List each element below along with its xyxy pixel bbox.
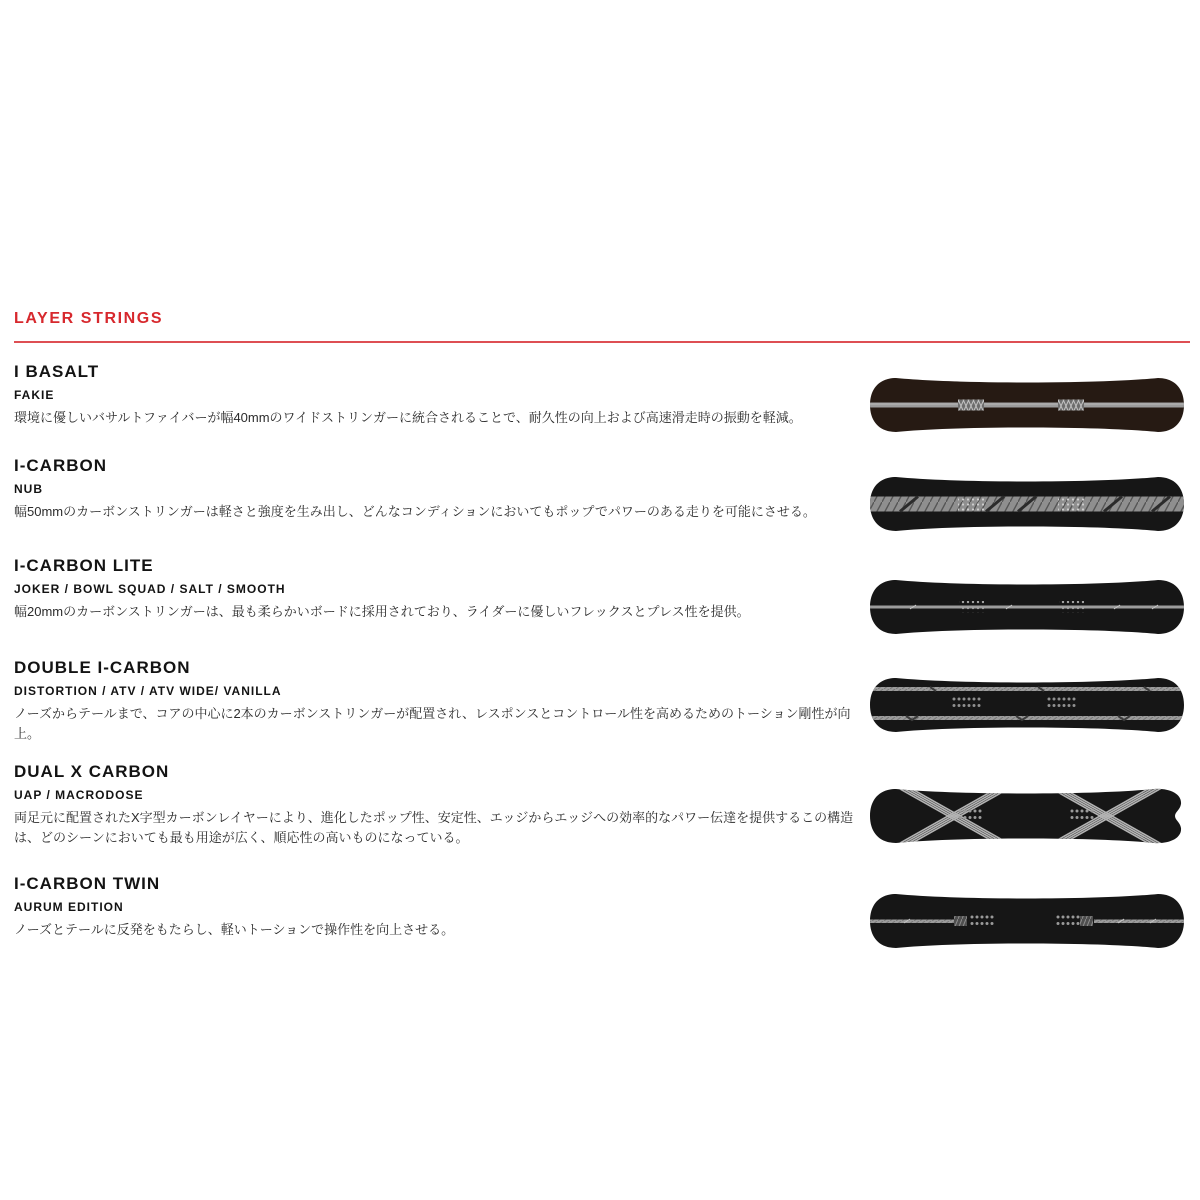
section-model-list: NUB bbox=[14, 482, 43, 496]
section-model-list: JOKER / BOWL SQUAD / SALT / SMOOTH bbox=[14, 582, 286, 596]
section-title: I BASALT bbox=[14, 362, 100, 381]
section-description: 環境に優しいバサルトファイバーが幅40mmのワイドストリンガーに統合されることで、耐久性の向上および高速滑走時の振動を軽減。 bbox=[14, 410, 802, 425]
snowboard-image-i-carbon bbox=[866, 472, 1188, 536]
snowboard-image-i-carbon-twin bbox=[866, 889, 1188, 953]
section-dual-x-carbon bbox=[14, 762, 1190, 848]
snowboard-topsheet-icon bbox=[866, 373, 1188, 437]
section-description: ノーズからテールまで、コアの中心に2本のカーボンストリンガーが配置され、レスポンスとコントロール性を高めるためのトーション剛性が向上。 bbox=[14, 706, 851, 741]
section-title: I-CARBON LITE bbox=[14, 556, 154, 575]
section-model-list: DISTORTION / ATV / ATV WIDE/ VANILLA bbox=[14, 684, 282, 698]
section-i-carbon-lite bbox=[14, 556, 1190, 622]
section-description: 両足元に配置されたX字型カーボンレイヤーにより、進化したポップ性、安定性、エッジからエッジへの効率的なパワー伝達を提供するこの構造は、どのシーンにおいても最も用途が広く、順応性の高いものになっている。 bbox=[14, 810, 854, 845]
section-description: ノーズとテールに反発をもたらし、軽いトーションで操作性を向上させる。 bbox=[14, 922, 455, 937]
snowboard-topsheet-icon bbox=[866, 575, 1188, 639]
section-title: I-CARBON TWIN bbox=[14, 874, 161, 893]
section-model-list: UAP / MACRODOSE bbox=[14, 788, 144, 802]
section-i-carbon-twin bbox=[14, 874, 1190, 940]
section-title: I-CARBON bbox=[14, 456, 107, 475]
red-divider-line bbox=[14, 341, 1190, 343]
section-model-list: AURUM EDITION bbox=[14, 900, 124, 914]
section-double-i-carbon bbox=[14, 658, 1190, 744]
snowboard-image-i-carbon-lite bbox=[866, 575, 1188, 639]
section-title: DOUBLE I-CARBON bbox=[14, 658, 191, 677]
section-title: DUAL X CARBON bbox=[14, 762, 170, 781]
section-description: 幅50mmのカーボンストリンガーは軽さと強度を生み出し、どんなコンディションにおいてもポップでパワーのある走りを可能にさせる。 bbox=[14, 504, 816, 519]
snowboard-image-dual-x-carbon bbox=[866, 784, 1188, 848]
snowboard-topsheet-icon bbox=[866, 472, 1188, 536]
snowboard-topsheet-icon bbox=[866, 784, 1188, 848]
section-i-basalt bbox=[14, 362, 1190, 428]
section-i-carbon bbox=[14, 456, 1190, 522]
snowboard-image-double-i-carbon bbox=[866, 673, 1188, 737]
snowboard-image-i-basalt bbox=[866, 373, 1188, 437]
page-title: LAYER STRINGS bbox=[14, 310, 164, 327]
snowboard-topsheet-icon bbox=[866, 889, 1188, 953]
snowboard-topsheet-icon bbox=[866, 673, 1188, 737]
section-model-list: FAKIE bbox=[14, 388, 55, 402]
section-description: 幅20mmのカーボンストリンガーは、最も柔らかいボードに採用されており、ライダーに優しいフレックスとプレス性を提供。 bbox=[14, 604, 750, 619]
